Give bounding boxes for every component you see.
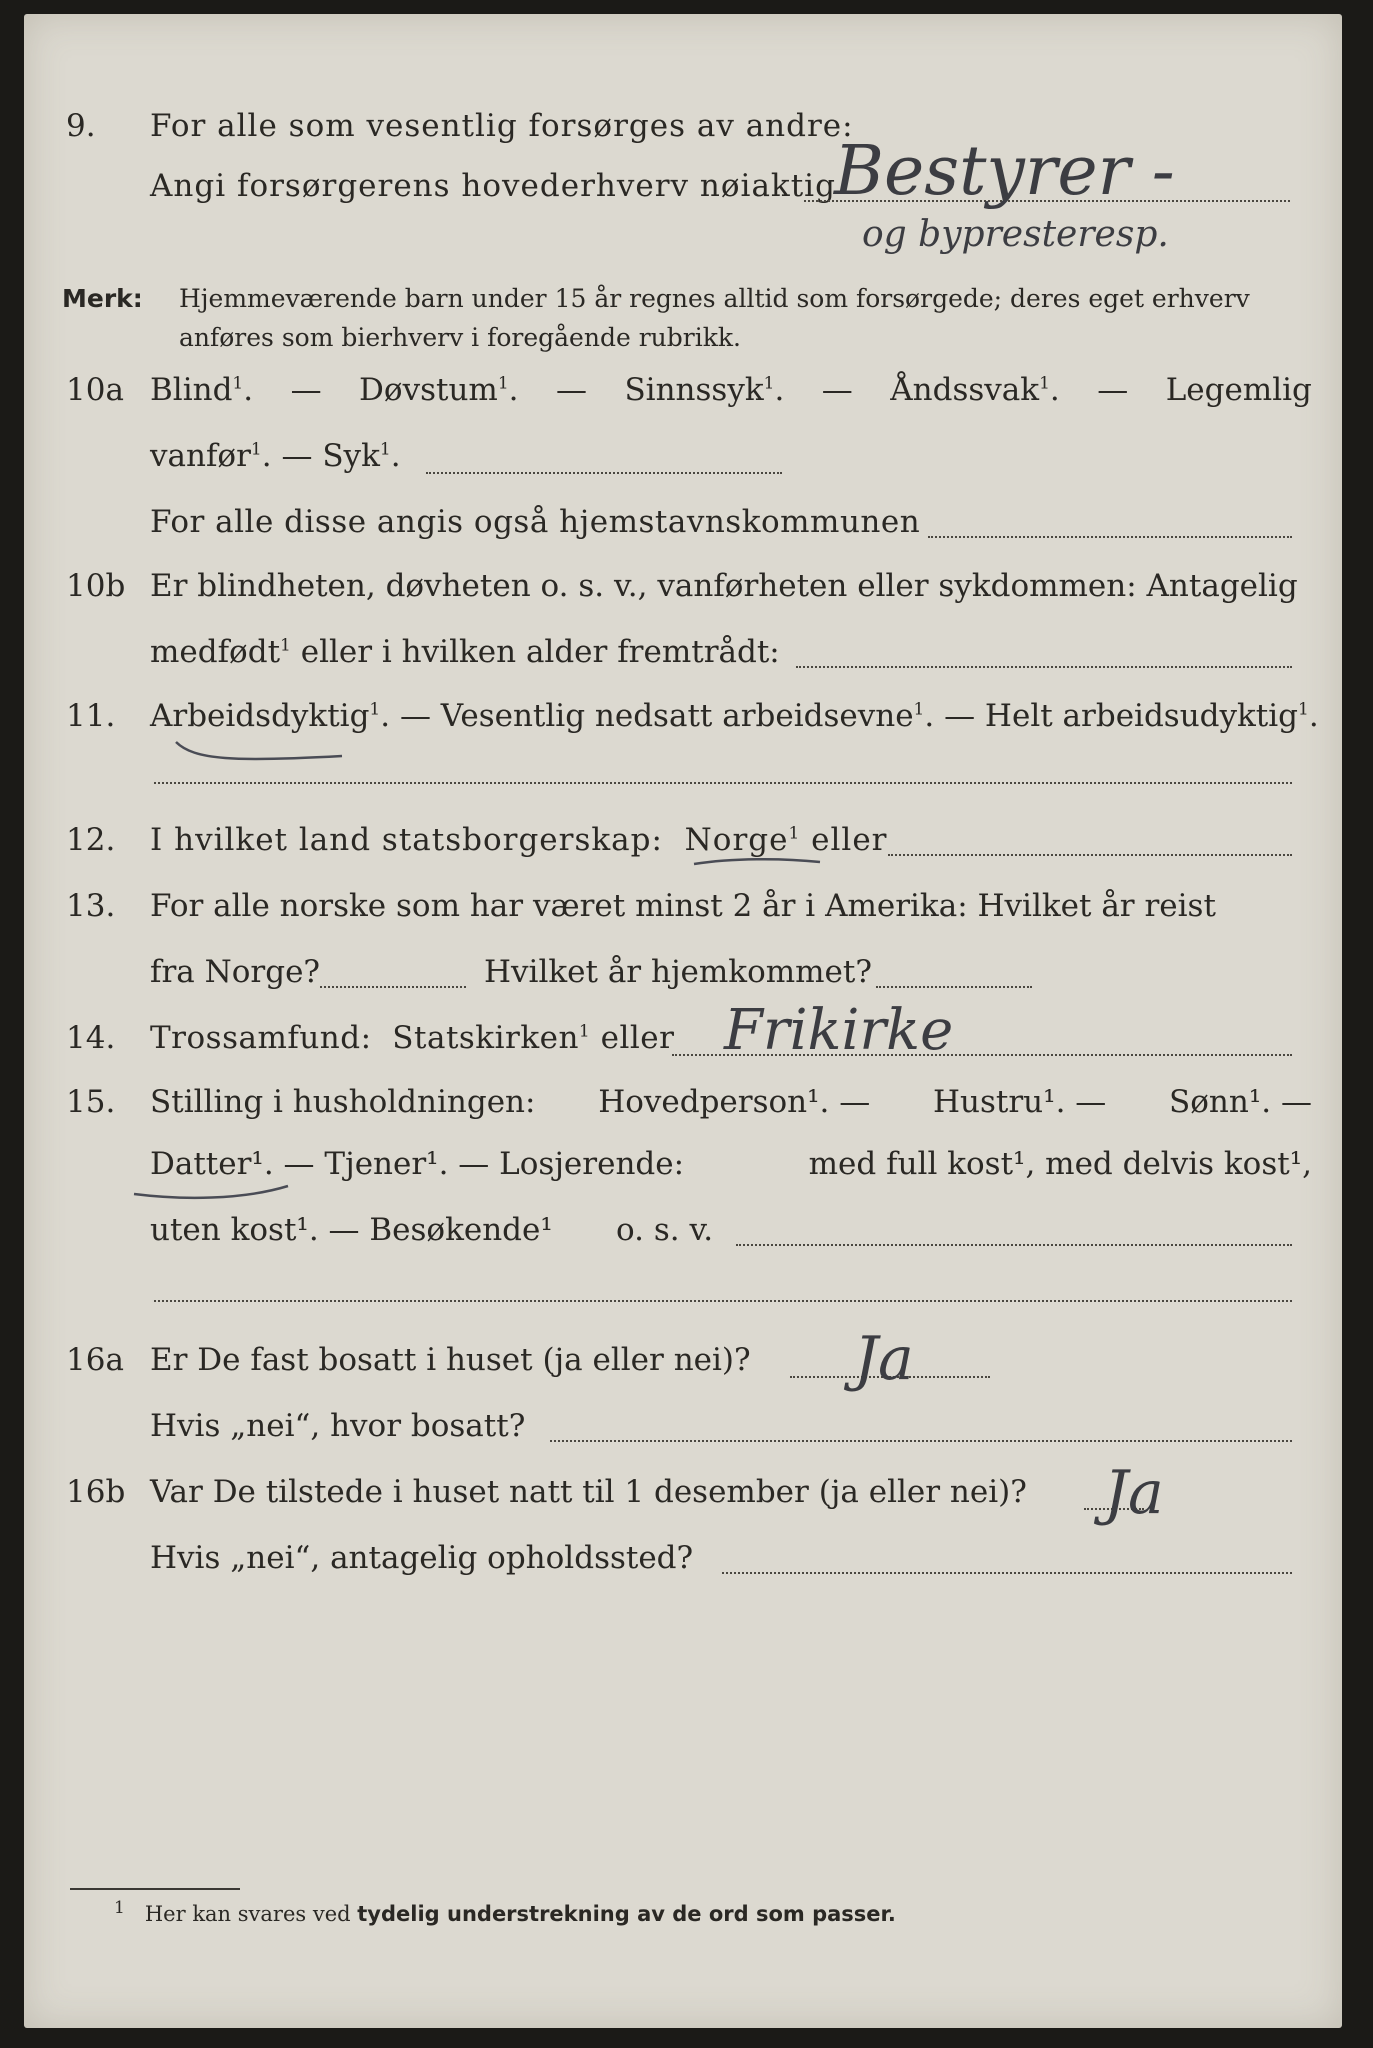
question-text: Er De fast bosatt i huset (ja eller nei)? <box>150 1342 751 1378</box>
question-text: For alle norske som har været minst 2 år i Amerika: Hvilket år reist <box>150 888 1216 924</box>
question-number: 10b <box>66 568 126 604</box>
question-number: 14. <box>66 1020 116 1056</box>
question-text: Blind$^1$. — Døvstum$^1$. — Sinnssyk$^1$. — Åndssvak$^1$. — Legemlig <box>150 372 1312 408</box>
handwritten-answer: Bestyrer - <box>834 132 1175 211</box>
question-number: 15. <box>66 1084 116 1120</box>
question-text: Hvis „nei“, antagelig opholdssted? <box>150 1540 694 1576</box>
note-label: Merk: <box>62 284 143 313</box>
question-text: vanfør$^1$. — Syk$^1$. <box>150 438 401 474</box>
handwritten-answer: og bypresteresp. <box>862 214 1169 255</box>
question-text: Angi forsørgerens hovederhverv nøiaktig <box>150 168 836 204</box>
question-text: uten kost¹. — Besøkende¹ <box>150 1212 553 1248</box>
fill-line <box>320 986 466 988</box>
question-text: For alle disse angis også hjemstavnskommunen <box>150 504 921 540</box>
fill-line <box>928 536 1292 538</box>
footnote: $^1$ Her kan svares ved tydelig understrekning av de ord som passer. <box>114 1898 896 1926</box>
question-text: Hvilket år hjemkommet? <box>484 954 872 990</box>
question-text: Trossamfund: Statskirken$^1$ eller <box>150 1020 675 1056</box>
census-form-page <box>24 14 1342 2028</box>
question-text: Stilling i husholdningen: Hovedperson¹. — Hustru¹. — Sønn¹. — <box>150 1084 1312 1120</box>
fill-line <box>426 472 782 474</box>
question-text: For alle som vesentlig forsørges av andre: <box>150 108 854 144</box>
handwritten-answer: Frikirke <box>724 998 954 1063</box>
question-text: medfødt$^1$ eller i hvilken alder fremtrådt: <box>150 634 780 670</box>
fill-line <box>736 1244 1292 1246</box>
handwritten-underline <box>132 1182 292 1208</box>
footnote-rule <box>70 1888 240 1890</box>
question-number: 9. <box>66 108 96 144</box>
question-number: 13. <box>66 888 116 924</box>
question-number: 16a <box>66 1342 124 1378</box>
handwritten-underline <box>174 738 344 768</box>
question-number: 10a <box>66 372 124 408</box>
handwritten-answer: Ja <box>1104 1458 1164 1528</box>
fill-line <box>154 1300 1292 1302</box>
handwritten-answer: Ja <box>854 1324 914 1394</box>
question-number: 16b <box>66 1474 126 1510</box>
fill-line <box>154 782 1292 784</box>
question-text: I hvilket land statsborgerskap: Norge$^1$ eller <box>150 822 888 858</box>
question-text: Datter¹. — Tjener¹. — Losjerende: med full kost¹, med delvis kost¹, <box>150 1146 1312 1182</box>
question-text: Er blindheten, døvheten o. s. v., vanførheten eller sykdommen: Antagelig <box>150 568 1298 604</box>
fill-line <box>722 1572 1292 1574</box>
question-number: 11. <box>66 698 116 734</box>
note-text: Hjemmeværende barn under 15 år regnes alltid som forsørgede; deres eget erhverv <box>179 284 1250 313</box>
question-number: 12. <box>66 822 116 858</box>
note-text: anføres som bierhverv i foregående rubrikk. <box>179 323 741 352</box>
fill-line <box>550 1440 1292 1442</box>
handwritten-underline <box>692 854 822 874</box>
fill-line <box>876 986 1032 988</box>
question-text: fra Norge? <box>150 954 321 990</box>
fill-line <box>888 854 1292 856</box>
question-text: Arbeidsdyktig$^1$. — Vesentlig nedsatt arbeidsevne$^1$. — Helt arbeidsudyktig$^1$. <box>150 698 1319 734</box>
question-text: Var De tilstede i huset natt til 1 desember (ja eller nei)? <box>150 1474 1027 1510</box>
question-text: o. s. v. <box>616 1212 714 1248</box>
question-text: Hvis „nei“, hvor bosatt? <box>150 1408 526 1444</box>
fill-line <box>796 666 1292 668</box>
